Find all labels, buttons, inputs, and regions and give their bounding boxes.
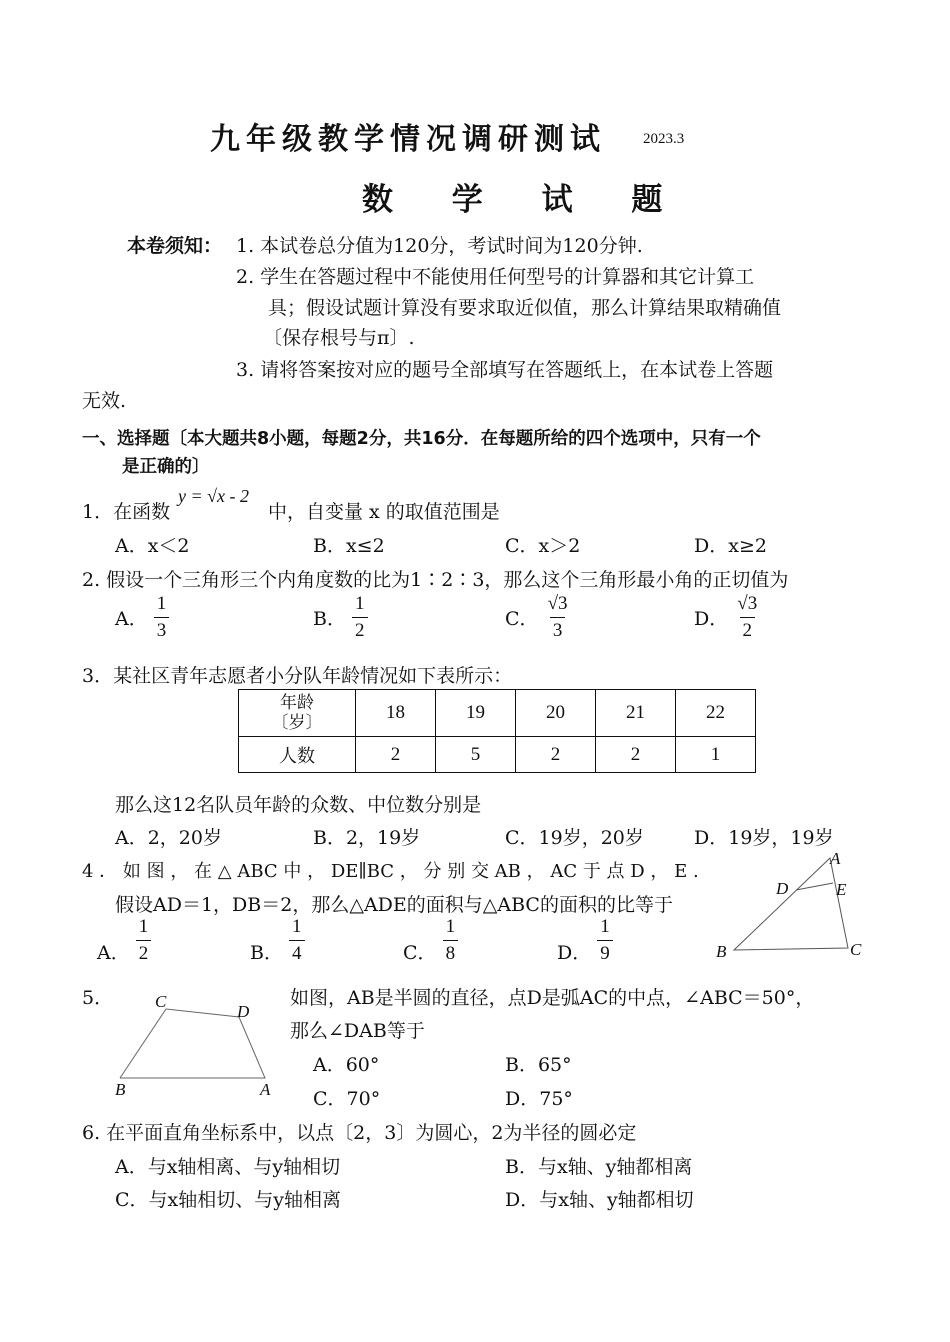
q4-option-d-label: D． (557, 942, 592, 964)
q3-option-a: A．2，20岁 (115, 827, 222, 849)
q3-question: 那么这12名队员年龄的众数、中位数分别是 (115, 794, 482, 816)
q6-stem: 6. 在平面直角坐标系中，以点〔2，3〕为圆心，2为半径的圆必定 (82, 1122, 637, 1144)
label-e: E (836, 880, 847, 899)
q1-option-d: D．x≥2 (694, 535, 767, 557)
q5-option-a: A．60° (313, 1054, 380, 1076)
notice-item-2-cont: 具；假设试题计算没有要求取近似值，那么计算结果取精确值 (268, 297, 782, 319)
label-a: A (830, 849, 841, 868)
q2-option-d-fraction: $\frac{√3}{2}$ (737, 593, 758, 641)
q4-option-c (403, 916, 458, 965)
q4-option-c-label: C． (403, 942, 437, 964)
q6-option-a: A．与x轴相离、与y轴相切 (115, 1156, 341, 1178)
q3-option-c: C．19岁，20岁 (505, 827, 644, 849)
section-heading: 一、选择题〔本大题共8小题，每题2分，共16分．在每题所给的四个选项中，只有一个 (82, 429, 761, 449)
count-cell: 2 (516, 737, 596, 773)
q4-option-b (250, 916, 305, 965)
notice-item-2: 2. 学生在答题过程中不能使用任何型号的计算器和其它计算工 (236, 266, 755, 288)
q5-option-b: B．65° (505, 1054, 572, 1076)
age-table-row-counts (239, 737, 756, 773)
label-d: D (776, 879, 789, 898)
q6-option-d: D．与x轴、y轴都相切 (505, 1189, 694, 1211)
age-table (238, 689, 756, 773)
label-c: C (850, 940, 862, 959)
section-heading-cont: 是正确的〕 (122, 457, 210, 477)
label-b: B (716, 942, 727, 961)
q1-option-a: A．x＜2 (115, 535, 190, 557)
age-table-row-ages (239, 690, 756, 737)
q2-option-b-fraction: $\frac{1}{2}$ (352, 593, 368, 642)
count-cell: 1 (676, 737, 756, 773)
q1-suffix: 中，自变量 x 的取值范围是 (268, 501, 500, 523)
q2-option-b-label: B． (313, 608, 346, 630)
q4-option-c-fraction: $\frac{1}{8}$ (443, 916, 459, 965)
q4-option-b-label: B． (250, 942, 283, 964)
notice-label: 本卷须知： (127, 235, 223, 257)
q4-option-a-fraction: $\frac{1}{2}$ (136, 916, 152, 965)
count-header-cell: 人数 (239, 737, 356, 773)
q1-option-b: B．x≤2 (313, 535, 385, 557)
q2-option-c-fraction: $\frac{√3}{3}$ (547, 593, 568, 641)
q2-option-c (505, 593, 571, 642)
count-cell: 2 (596, 737, 676, 773)
notice-item-1: 1. 本试卷总分值为120分，考试时间为120分钟. (236, 235, 643, 257)
notice-item-2-end: 〔保存根号与π〕. (263, 327, 415, 349)
q2-option-a-label: A． (115, 608, 148, 630)
q5-line1: 如图，AB是半圆的直径，点D是弧AC的中点，∠ABC＝50°， (290, 987, 815, 1009)
q5-line2: 那么∠DAB等于 (290, 1020, 425, 1042)
notice-item-3: 3. 请将答案按对应的题号全部填写在答题纸上，在本试卷上答题 (236, 359, 774, 381)
subject-title: 数 学 试 题 (362, 182, 687, 218)
q4-option-d (557, 916, 613, 965)
age-cell: 22 (676, 690, 756, 737)
q4-line2: 假设AD＝1，DB＝2，那么△ADE的面积与△ABC的面积的比等于 (115, 894, 673, 916)
q2-option-d (694, 593, 760, 642)
label-a: A (260, 1080, 271, 1099)
q1-option-c: C．x＞2 (505, 535, 581, 557)
q5-number: 5． (82, 987, 114, 1009)
segment-de (796, 883, 833, 890)
q4-option-b-fraction: $\frac{1}{4}$ (289, 916, 305, 965)
count-cell: 5 (436, 737, 516, 773)
label-d: D (237, 1002, 250, 1021)
q6-option-c: C．与x轴相切、与y轴相离 (115, 1189, 341, 1211)
age-header-cell: 年龄 〔岁〕 (239, 690, 356, 737)
age-cell: 18 (356, 690, 436, 737)
q3-option-d: D．19岁，19岁 (694, 827, 834, 849)
q5-option-d: D．75° (505, 1088, 573, 1110)
exam-date: 2023.3 (643, 131, 685, 147)
label-b: B (115, 1080, 126, 1099)
q4-line1: 4 ． 如 图 ， 在 △ ABC 中 ， DE∥BC ， 分 别 交 AB ， AC 于 点 D ， E . (82, 861, 699, 882)
q2-stem: 2. 假设一个三角形三个内角度数的比为1∶2∶3，那么这个三角形最小角的正切值为 (82, 569, 789, 591)
q4-option-a-label: A． (97, 942, 130, 964)
q3-stem: 3．某社区青年志愿者小分队年龄情况如下表所示： (82, 665, 513, 687)
page-title: 九年级教学情况调研测试 (210, 122, 606, 157)
q1-formula: y = √x - 2 (178, 486, 249, 506)
q3-option-b: B．2，19岁 (313, 827, 421, 849)
triangle-abc (734, 858, 848, 950)
q4-option-d-fraction: $\frac{1}{9}$ (597, 916, 613, 965)
label-c: C (155, 992, 167, 1011)
q5-option-c: C．70° (313, 1088, 381, 1110)
q2-option-d-label: D． (694, 608, 729, 630)
q2-option-b (313, 593, 368, 642)
q4-option-a (97, 916, 151, 965)
age-cell: 19 (436, 690, 516, 737)
age-cell: 21 (596, 690, 676, 737)
triangle-figure (700, 845, 880, 970)
notice-item-3-end: 无效. (82, 390, 127, 412)
age-cell: 20 (516, 690, 596, 737)
q2-option-a (115, 593, 169, 642)
q6-option-b: B．与x轴、y轴都相离 (505, 1156, 693, 1178)
count-cell: 2 (356, 737, 436, 773)
semicircle-figure (105, 990, 290, 1102)
q2-option-a-fraction: $\frac{1}{3}$ (154, 593, 170, 642)
q2-option-c-label: C． (505, 608, 539, 630)
q1-prefix: 1．在函数 (82, 501, 171, 523)
